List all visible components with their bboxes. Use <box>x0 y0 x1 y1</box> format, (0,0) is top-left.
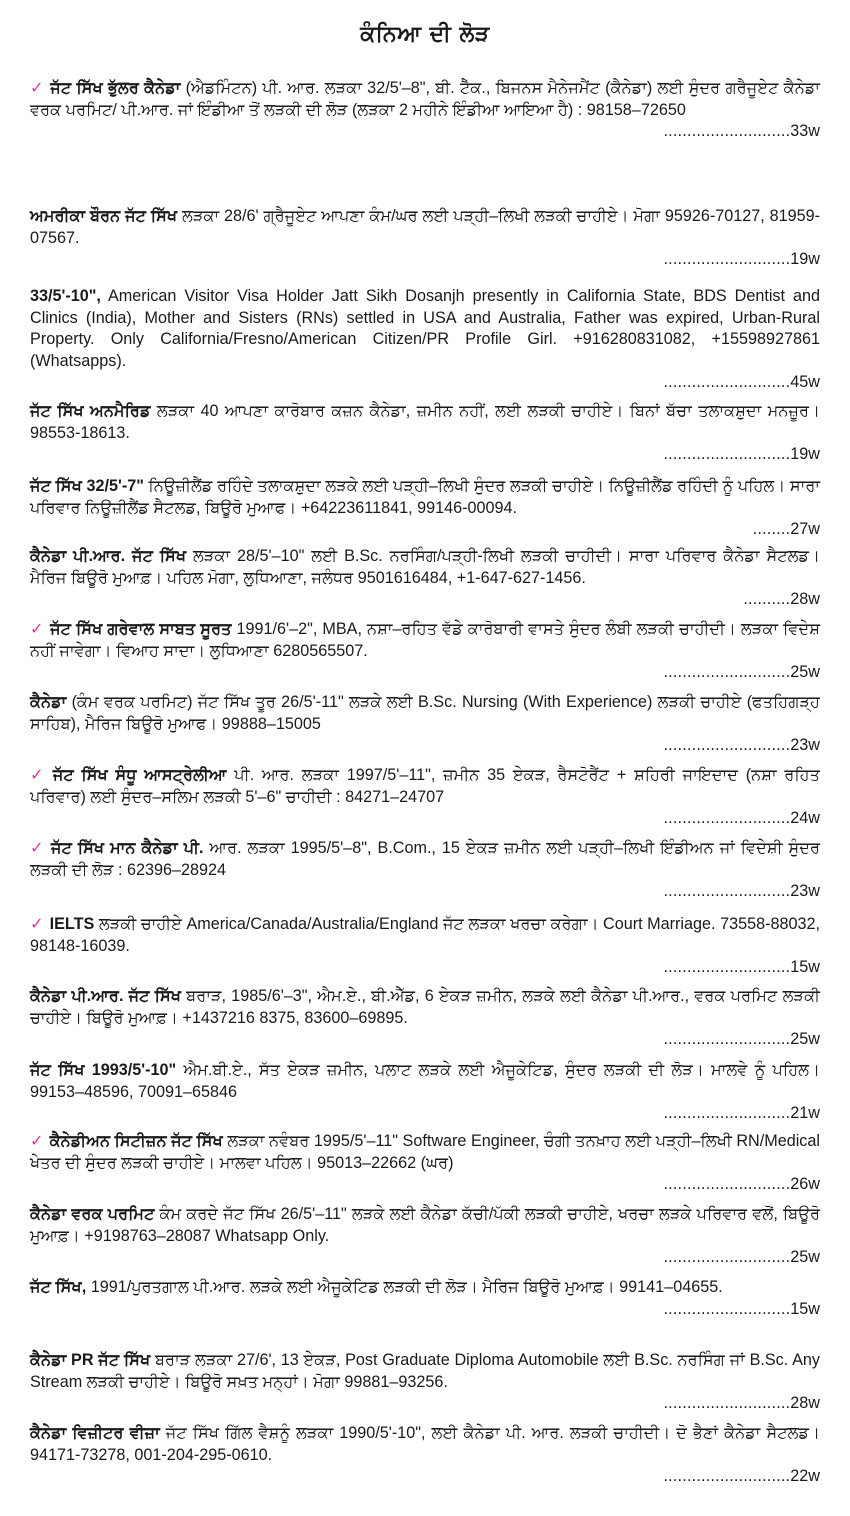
ad-body: ਜੱਟ ਸਿੱਖ ਗਿੱਲ ਵੈਸ਼ਨੂੰ ਲੜਕਾ 1990/5'-10", ਲਈ ਕੈਨੇਡਾ ਪੀ. ਆਰ. ਲੜਕੀ ਚਾਹੀਦੀ। ਦੋ ਭੈਣਾਂ ਕੈਨੇਡਾ ਸੈਟਲਡ। 94171-73278, 001-204-295-0610. <box>30 1424 820 1464</box>
classified-ad <box>30 286 820 394</box>
ad-text <box>30 619 820 662</box>
ad-text <box>30 78 820 121</box>
ad-code: 15w <box>790 1299 820 1318</box>
leader-dots: ........................... <box>663 663 791 682</box>
ad-body: ਬਰਾੜ ਲੜਕਾ 27/6', 13 ਏਕੜ, Post Graduate Diploma Automobile ਲਈ B.Sc. ਨਰਸਿੰਗ ਜਾਂ B.Sc. Any Stream ਲੜਕੀ ਚਾਹੀਏ। ਬਿਊਰੋ ਸਖ਼ਤ ਮਨ੍ਹਾਂ। ਮੋਗਾ 99881–93256. <box>30 1351 820 1391</box>
ad-footer <box>30 589 820 611</box>
ad-footer <box>30 1174 820 1196</box>
ad-lead: ਅਮਰੀਕਾ ਬੌਰਨ ਜੱਟ ਸਿੱਖ <box>30 207 178 225</box>
ad-body: ਲੜਕੀ ਚਾਹੀਏ America/Canada/Australia/England ਜੱਟ ਲੜਕਾ ਖਰਚਾ ਕਰੇਗਾ। Court Marriage. 73558-88032, 98148-16039. <box>30 915 820 955</box>
leader-dots: ........................... <box>663 809 791 828</box>
ad-body: ਲੜਕਾ 28/5'–10" ਲਈ B.Sc. ਨਰਸਿੰਗ/ਪੜ੍ਹੀ-ਲਿਖੀ ਲੜਕੀ ਚਾਹੀਦੀ। ਸਾਰਾ ਪਰਿਵਾਰ ਕੈਨੇਡਾ ਸੈਟਲਡ। ਮੈਰਿਜ ਬਿਊਰੋ ਮੁਆਫ਼। ਪਹਿਲ ਮੋਗਾ, ਲੁਧਿਆਣਾ, ਜਲੰਧਰ 9501616484, +1-647-627-1456. <box>30 547 820 587</box>
classified-ad <box>30 476 820 541</box>
classified-ad <box>30 1350 820 1415</box>
ad-footer <box>30 1466 820 1488</box>
ad-text <box>30 914 820 957</box>
ad-text <box>30 401 820 444</box>
ad-code: 28w <box>790 590 820 609</box>
ad-body: ਲੜਕਾ 28/6' ਗ੍ਰੈਜੂਏਟ ਆਪਣਾ ਕੰਮ/ਘਰ ਲਈ ਪੜ੍ਹੀ–ਲਿਖੀ ਲੜਕੀ ਚਾਹੀਏ। ਮੋਗਾ 95926-70127, 81959-07567. <box>30 207 820 247</box>
leader-dots: ........................... <box>663 1299 791 1318</box>
ad-body: American Visitor Visa Holder Jatt Sikh Dosanjh presently in California State, BDS Dentist and Clinics (India), Mother and Sisters (RNs) settled in USA and Australia, Father was expired, Urban-Rural Property. Only California/Fresno/American Citizen/PR Profile Girl. +916280831082, +15598927861 (Whatsapps). <box>30 287 820 370</box>
classified-ad <box>30 206 820 271</box>
ad-body: ਪੀ. ਆਰ. ਲੜਕਾ 1997/5'–11", ਜ਼ਮੀਨ 35 ਏਕੜ, ਰੈਸਟੋਰੈਂਟ + ਸ਼ਹਿਰੀ ਜਾਇਦਾਦ (ਨਸ਼ਾ ਰਹਿਤ ਪਰਿਵਾਰ) ਲਈ ਸੁੰਦਰ–ਸਲਿਮ ਲੜਕੀ 5'–6" ਚਾਹੀਦੀ : 84271–24707 <box>30 766 820 806</box>
ad-body: 1991/ਪੁਰਤਗਾਲ ਪੀ.ਆਰ. ਲੜਕੇ ਲਈ ਐਜੂਕੇਟਿਡ ਲੜਕੀ ਦੀ ਲੋੜ। ਮੈਰਿਜ ਬਿਊਰੋ ਮੁਆਫ਼। 99141–04655. <box>86 1278 723 1296</box>
ad-footer <box>30 808 820 830</box>
ad-body: ਆਰ. ਲੜਕਾ 1995/5'–8", B.Com., 15 ਏਕੜ ਜ਼ਮੀਨ ਲਈ ਪੜ੍ਹੀ–ਲਿਖੀ ਇੰਡੀਅਨ ਜਾਂ ਵਿਦੇਸ਼ੀ ਸੁੰਦਰ ਲੜਕੀ ਦੀ ਲੋੜ : 62396–28924 <box>30 839 820 879</box>
ad-code: 22w <box>790 1467 820 1486</box>
classified-ad <box>30 1423 820 1488</box>
ad-footer <box>30 735 820 757</box>
ad-lead: ਕੈਨੇਡਾ PR ਜੱਟ ਸਿੱਖ <box>30 1351 151 1369</box>
ad-lead: ਜੱਟ ਸਿੱਖ ਭੁੱਲਰ ਕੈਨੇਡਾ <box>50 79 181 97</box>
ad-lead: ਜੱਟ ਸਿੱਖ ਮਾਨ ਕੈਨੇਡਾ ਪੀ. <box>51 839 204 857</box>
classified-ad <box>30 914 820 979</box>
ad-footer <box>30 957 820 979</box>
leader-dots: ........................... <box>663 958 791 977</box>
ad-text <box>30 1350 820 1393</box>
classified-ad <box>30 1131 820 1196</box>
ad-lead: ਕੈਨੇਡਾ ਵਰਕ ਪਰਮਿਟ <box>30 1205 155 1223</box>
ad-text <box>30 1423 820 1466</box>
ad-footer <box>30 1393 820 1415</box>
classified-ad <box>30 78 820 143</box>
ad-lead: ਕੈਨੇਡਾ ਪੀ.ਆਰ. ਜੱਟ ਸਿੱਖ <box>30 987 181 1005</box>
ad-code: 25w <box>790 663 820 682</box>
leader-dots: ........................... <box>663 1248 791 1267</box>
ad-lead: ਜੱਟ ਸਿੱਖ ਸੰਧੂ ਆਸਟ੍ਰੇਲੀਆ <box>52 766 227 784</box>
ad-code: 15w <box>790 958 820 977</box>
ad-code: 28w <box>790 1394 820 1413</box>
ad-text <box>30 838 820 881</box>
ad-lead: ਜੱਟ ਸਿੱਖ 1993/5'-10" <box>30 1061 177 1079</box>
ad-footer <box>30 444 820 466</box>
ad-lead: ਜੱਟ ਸਿੱਖ ਗਰੇਵਾਲ ਸਾਬਤ ਸੂਰਤ <box>50 620 232 638</box>
ad-text <box>30 1060 820 1103</box>
ad-code: 21w <box>790 1104 820 1123</box>
ad-text <box>30 1204 820 1247</box>
ad-text <box>30 546 820 589</box>
ad-body: ਨਿਊਜ਼ੀਲੈਂਡ ਰਹਿੰਦੇ ਤਲਾਕਸ਼ੁਦਾ ਲੜਕੇ ਲਈ ਪੜ੍ਹੀ–ਲਿਖੀ ਸੁੰਦਰ ਲੜਕੀ ਚਾਹੀਏ। ਨਿਊਜ਼ੀਲੈਂਡ ਰਹਿੰਦੀ ਨੂੰ ਪਹਿਲ। ਸਾਰਾ ਪਰਿਵਾਰ ਨਿਊਜ਼ੀਲੈਂਡ ਸੈਟਲਡ, ਬਿਊਰੋ ਮੁਆਫ। +64223611841, 99146-00094. <box>30 477 820 517</box>
ad-code: 27w <box>790 520 820 539</box>
leader-dots: ........................... <box>663 1104 791 1123</box>
ad-footer <box>30 662 820 684</box>
ad-code: 24w <box>790 809 820 828</box>
classified-ad <box>30 838 820 903</box>
ad-body: ਕੰਮ ਕਰਦੇ ਜੱਟ ਸਿੱਖ 26/5'–11" ਲੜਕੇ ਲਈ ਕੈਨੇਡਾ ਕੱਚੀ/ਪੱਕੀ ਲੜਕੀ ਚਾਹੀਏ, ਖਰਚਾ ਲੜਕੇ ਪਰਿਵਾਰ ਵਲੋਂ, ਬਿਊਰੋ ਮੁਆਫ਼। +9198763–28087 Whatsapp Only. <box>30 1205 820 1245</box>
classified-ad <box>30 546 820 611</box>
ad-footer <box>30 1029 820 1051</box>
ad-lead: ਕੈਨੇਡਾ ਵਿਜ਼ੀਟਰ ਵੀਜ਼ਾ <box>30 1424 160 1442</box>
ad-footer <box>30 121 820 143</box>
ad-text <box>30 765 820 808</box>
ad-code: 33w <box>790 122 820 141</box>
ad-text <box>30 692 820 735</box>
ad-code: 19w <box>790 250 820 269</box>
ad-footer <box>30 372 820 394</box>
ad-code: 26w <box>790 1175 820 1194</box>
page-title: ਕੰਨਿਆ ਦੀ ਲੋੜ <box>360 22 490 47</box>
leader-dots: ........................... <box>663 736 791 755</box>
ad-text <box>30 1131 820 1174</box>
leader-dots: ........................... <box>663 250 791 269</box>
leader-dots: ........................... <box>663 1467 791 1486</box>
ad-body: ਐਮ.ਬੀ.ਏ., ਸੱਤ ਏਕੜ ਜ਼ਮੀਨ, ਪਲਾਟ ਲੜਕੇ ਲਈ ਐਜੂਕੇਟਿਡ, ਸੁੰਦਰ ਲੜਕੀ ਦੀ ਲੋੜ। ਮਾਲਵੇ ਨੂੰ ਪਹਿਲ। 99153–48596, 70091–65846 <box>30 1061 820 1101</box>
ad-body: (ਐਡਮਿੰਟਨ) ਪੀ. ਆਰ. ਲੜਕਾ 32/5'–8", ਬੀ. ਟੈੱਕ., ਬਿਜਨਸ ਮੈਨੇਜਮੈਂਟ (ਕੈਨੇਡਾ) ਲਈ ਸੁੰਦਰ ਗਰੈਜੂਏਟ ਕੈਨੇਡਾ ਵਰਕ ਪਰਮਿਟ/ ਪੀ.ਆਰ. ਜਾਂ ਇੰਡੀਆ ਤੋਂ ਲੜਕੀ ਦੀ ਲੋੜ (ਲੜਕਾ 2 ਮਹੀਨੇ ਇੰਡੀਆ ਆਇਆ ਹੈ) : 98158–72650 <box>30 79 820 119</box>
classified-ad <box>30 619 820 684</box>
ad-code: 23w <box>790 882 820 901</box>
classified-ad <box>30 986 820 1051</box>
leader-dots: ........................... <box>663 373 791 392</box>
ad-lead: ਜੱਟ ਸਿੱਖ ਅਨਮੈਰਿਡ <box>30 402 151 420</box>
classified-ad <box>30 1277 820 1320</box>
ad-lead: ਕੈਨੇਡੀਅਨ ਸਿਟੀਜ਼ਨ ਜੱਟ ਸਿੱਖ <box>49 1132 223 1150</box>
leader-dots: ........................... <box>663 445 791 464</box>
classified-ad <box>30 765 820 830</box>
leader-dots: ........ <box>752 520 791 539</box>
checkmark-icon: ✓ <box>30 620 45 638</box>
ad-footer <box>30 1299 820 1321</box>
leader-dots: .......... <box>743 590 791 609</box>
ad-footer <box>30 1103 820 1125</box>
ad-body: (ਕੰਮ ਵਰਕ ਪਰਮਿਟ) ਜੱਟ ਸਿੱਖ ਤੂਰ 26/5'-11" ਲੜਕੇ ਲਈ B.Sc. Nursing (With Experience) ਲੜਕੀ ਚਾਹੀਏ (ਫਤਹਿਗੜ੍ਹ ਸਾਹਿਬ), ਮੈਰਿਜ ਬਿਊਰੋ ਮੁਆਫ। 99888–15005 <box>30 693 820 733</box>
ad-footer <box>30 881 820 903</box>
ad-lead: 33/5'-10", <box>30 287 101 305</box>
ad-footer <box>30 519 820 541</box>
ad-text <box>30 286 820 372</box>
checkmark-icon: ✓ <box>30 1132 44 1150</box>
ad-footer <box>30 249 820 271</box>
ad-body: ਬਰਾੜ, 1985/6'–3", ਐਮ.ਏ., ਬੀ.ਐੱਡ, 6 ਏਕੜ ਜ਼ਮੀਨ, ਲੜਕੇ ਲਈ ਕੈਨੇਡਾ ਪੀ.ਆਰ., ਵਰਕ ਪਰਮਿਟ ਲੜਕੀ ਚਾਹੀਏ। ਬਿਊਰੋ ਮੁਆਫ਼। +1437216 8375, 83600–69895. <box>30 987 820 1027</box>
ad-code: 19w <box>790 445 820 464</box>
classified-ad <box>30 401 820 466</box>
ad-lead: ਕੈਨੇਡਾ ਪੀ.ਆਰ. ਜੱਟ ਸਿੱਖ <box>30 547 187 565</box>
checkmark-icon: ✓ <box>30 79 45 97</box>
leader-dots: ........................... <box>663 882 791 901</box>
leader-dots: ........................... <box>663 1030 791 1049</box>
leader-dots: ........................... <box>663 1394 791 1413</box>
classified-ad <box>30 1060 820 1125</box>
classified-ad <box>30 692 820 757</box>
ad-code: 23w <box>790 736 820 755</box>
ad-text <box>30 476 820 519</box>
ad-text <box>30 206 820 249</box>
ad-body: 1991/6'–2", MBA, ਨਸ਼ਾ–ਰਹਿਤ ਵੱਡੇ ਕਾਰੋਬਾਰੀ ਵਾਸਤੇ ਸੁੰਦਰ ਲੰਬੀ ਲੜਕੀ ਚਾਹੀਦੀ। ਲੜਕਾ ਵਿਦੇਸ਼ ਨਹੀਂ ਜਾਵੇਗਾ। ਵਿਆਹ ਸਾਦਾ। ਲੁਧਿਆਣਾ 6280565507. <box>30 620 820 660</box>
checkmark-icon: ✓ <box>30 915 44 933</box>
ad-text <box>30 986 820 1029</box>
checkmark-icon: ✓ <box>30 839 46 857</box>
ad-text <box>30 1277 820 1299</box>
ad-code: 45w <box>790 373 820 392</box>
ad-lead: ਜੱਟ ਸਿੱਖ 32/5'-7" <box>30 477 144 495</box>
ad-lead: ਜੱਟ ਸਿੱਖ, <box>30 1278 87 1296</box>
ad-footer <box>30 1247 820 1269</box>
ad-lead: IELTS <box>49 915 95 933</box>
leader-dots: ........................... <box>663 122 791 141</box>
ad-body: ਲੜਕਾ 40 ਆਪਣਾ ਕਾਰੋਬਾਰ ਕਜ਼ਨ ਕੈਨੇਡਾ, ਜ਼ਮੀਨ ਨਹੀਂ, ਲਈ ਲੜਕੀ ਚਾਹੀਏ। ਬਿਨਾਂ ਬੱਚਾ ਤਲਾਕਸ਼ੁਦਾ ਮਨਜ਼ੂਰ। 98553-18613. <box>30 402 820 442</box>
ad-code: 25w <box>790 1030 820 1049</box>
ad-code: 25w <box>790 1248 820 1267</box>
ad-lead: ਕੈਨੇਡਾ <box>30 693 67 711</box>
classified-ad <box>30 1204 820 1269</box>
leader-dots: ........................... <box>663 1175 791 1194</box>
ad-body: ਲੜਕਾ ਨਵੰਬਰ 1995/5'–11" Software Engineer, ਚੰਗੀ ਤਨਖ਼ਾਹ ਲਈ ਪੜ੍ਹੀ–ਲਿਖੀ RN/Medical ਖੇਤਰ ਦੀ ਸੁੰਦਰ ਲੜਕੀ ਚਾਹੀਏ। ਮਾਲਵਾ ਪਹਿਲ। 95013–22662 (ਘਰ) <box>30 1132 820 1172</box>
checkmark-icon: ✓ <box>30 766 47 784</box>
